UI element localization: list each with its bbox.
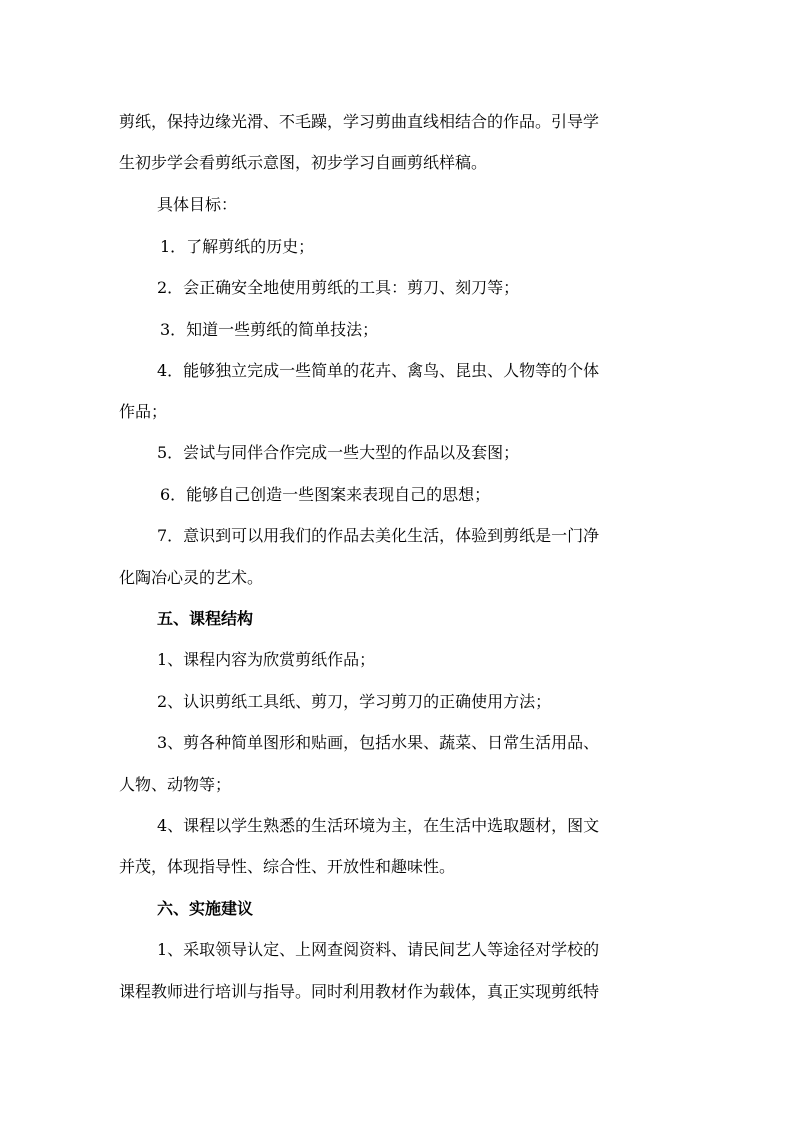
list-item: 4、课程以学生熟悉的生活环境为主，在生活中选取题材，图文 [157,816,600,835]
list-item: 1、课程内容为欣赏剪纸作品； [157,650,376,669]
list-item: 3、剪各种简单图形和贴画，包括水果、蔬菜、日常生活用品、 [157,733,600,752]
list-item-continuation: 并茂，体现指导性、综合性、开放性和趣味性。 [119,857,456,876]
list-item: 2．会正确安全地使用剪纸的工具：剪刀、刻刀等； [157,278,520,297]
list-item: 5．尝试与同伴合作完成一些大型的作品以及套图； [157,443,520,462]
section-heading: 六、实施建议 [157,899,254,918]
paragraph-line: 剪纸，保持边缘光滑、不毛躁，学习剪曲直线相结合的作品。引导学 [119,112,600,131]
list-item-continuation: 作品； [119,402,168,421]
list-item: 1．了解剪纸的历史； [160,237,315,256]
list-item: 3．知道一些剪纸的简单技法； [160,320,379,339]
list-item: 4．能够独立完成一些简单的花卉、禽鸟、昆虫、人物等的个体 [157,361,600,380]
list-item-continuation: 课程教师进行培训与指导。同时利用教材作为载体，真正实现剪纸特 [119,982,600,1001]
list-item-continuation: 人物、动物等； [119,775,232,794]
list-item: 1、采取领导认定、上网查阅资料、请民间艺人等途径对学校的 [157,940,600,959]
list-item-continuation: 化陶冶心灵的艺术。 [119,568,264,587]
list-item: 7．意识到可以用我们的作品去美化生活，体验到剪纸是一门净 [157,526,600,545]
paragraph-line: 生初步学会看剪纸示意图，初步学习自画剪纸样稿。 [119,153,488,172]
section-heading: 五、课程结构 [157,609,254,628]
list-item: 2、认识剪纸工具纸、剪刀，学习剪刀的正确使用方法； [157,692,552,711]
paragraph-line: 具体目标： [157,195,238,214]
list-item: 6．能够自己创造一些图案来表现自己的思想； [160,485,491,504]
